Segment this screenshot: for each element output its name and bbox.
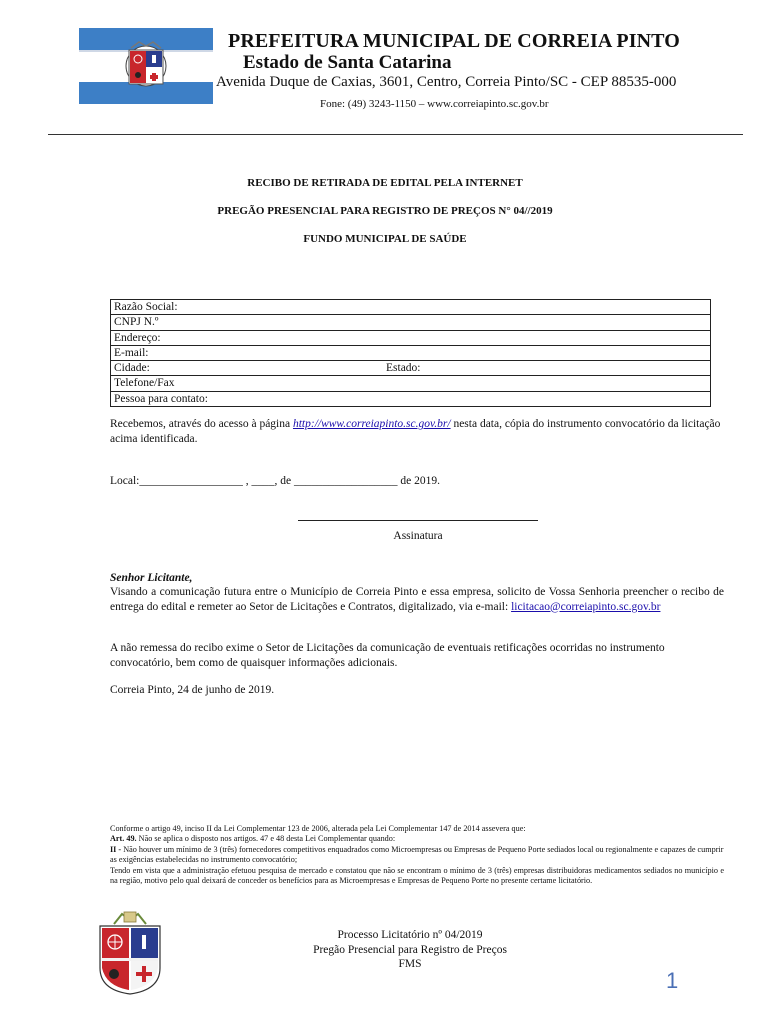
telefone-label: Telefone/Fax (114, 377, 175, 390)
legal-item-text: Não houver um mínimo de 3 (três) fornecedores competitivos enquadrados como Microempresas ou Empresas de Pequeno Porte sediados local ou regionalmente e capazes de cumprir as exigências estabelecidas no instrumento convocatório; (110, 844, 724, 865)
footer-auction: Pregão Presencial para Registro de Preços (313, 944, 507, 956)
cidade-label: Cidade: (114, 362, 150, 375)
legal-note (110, 824, 724, 886)
receipt-text-before: Recebemos, através do acesso à página (110, 418, 293, 430)
estado-label: Estado: (386, 362, 421, 375)
auction-title: PREGÃO PRESENCIAL PARA REGISTRO DE PREÇOS N° 04//2019 (217, 205, 553, 217)
email-label: E-mail: (114, 346, 149, 359)
form-row-cidade[interactable] (111, 361, 710, 376)
legal-line-1: Conforme o artigo 49, inciso II da Lei Complementar 123 de 2006, alterada pela Lei Complementar 147 de 2014 assevera que: (110, 824, 526, 833)
municipality-title: PREFEITURA MUNICIPAL DE CORREIA PINTO (228, 30, 680, 52)
salutation: Senhor Licitante, (110, 572, 193, 584)
endereco-label: Endereço: (114, 331, 161, 344)
state-subtitle: Estado de Santa Catarina (243, 52, 452, 73)
razao-label: Razão Social: (114, 301, 178, 313)
company-info-form (110, 299, 711, 407)
signature-label: Assinatura (393, 530, 443, 542)
contato-label: Pessoa para contato: (114, 392, 208, 405)
header-divider (48, 134, 743, 135)
notice-paragraph (110, 585, 724, 614)
legal-item-label: II - (110, 844, 122, 854)
fund-title: FUNDO MUNICIPAL DE SAÚDE (303, 233, 467, 245)
email-link[interactable]: licitacao@correiapinto.sc.gov.br (511, 600, 661, 613)
local-date-line: Local:__________________ , ____, de __________________ de 2019. (110, 475, 440, 487)
form-row-contato[interactable] (111, 392, 710, 406)
footer-fms: FMS (398, 958, 422, 970)
address-line: Avenida Duque de Caxias, 3601, Centro, Correia Pinto/SC - CEP 88535-000 (216, 74, 677, 90)
document-title: RECIBO DE RETIRADA DE EDITAL PELA INTERNET (247, 177, 523, 189)
form-row-telefone[interactable] (111, 376, 710, 391)
receipt-paragraph (110, 417, 724, 446)
form-row-endereco[interactable] (111, 331, 710, 346)
form-row-cnpj[interactable] (111, 315, 710, 330)
notice-paragraph-2: A não remessa do recibo exime o Setor de Licitações da comunicação de eventuais retificações ocorridas no instrumento convocatório, bem como de quaisquer informações adicionais. (110, 642, 665, 669)
page-number: 1 (666, 968, 679, 993)
phone-line: Fone: (49) 3243-1150 – www.correiapinto.sc.gov.br (320, 98, 549, 110)
legal-last-paragraph: Tendo em vista que a administração efetuou pesquisa de mercado e constatou que não se encontram o mínimo de 3 (três) empresas distribuidoras medicamentos sediados no município e na região, motivo pelo qual deixará de conceder os benefícios para as Microempresas e Empresas de Pequeno Porte no presente certame licitatório. (110, 865, 724, 886)
receipt-text-after: nesta data, cópia do instrumento convocatório da licitação acima identificada. (110, 418, 721, 445)
legal-art-text: Não se aplica o disposto nos artigos. 47 e 48 desta Lei Complementar quando: (136, 834, 396, 844)
date-line: Correia Pinto, 24 de junho de 2019. (110, 684, 275, 696)
footer-process: Processo Licitatório nº 04/2019 (337, 929, 483, 941)
form-row-email[interactable] (111, 346, 710, 361)
form-row-razao[interactable] (111, 300, 710, 315)
legal-art-label: Art. 49. (110, 834, 137, 844)
cnpj-label: CNPJ N.º (114, 316, 159, 329)
notice-text: Visando a comunicação futura entre o Município de Correia Pinto e essa empresa, solicito de Vossa Senhoria preencher o recibo de entrega do edital e remeter ao Setor de Licitações e Contratos, digitalizado, via e-mail: (110, 586, 724, 613)
municipal-flag-logo (79, 28, 213, 104)
website-link[interactable]: http://www.correiapinto.sc.gov.br/ (292, 418, 451, 430)
signature-line (298, 520, 538, 521)
